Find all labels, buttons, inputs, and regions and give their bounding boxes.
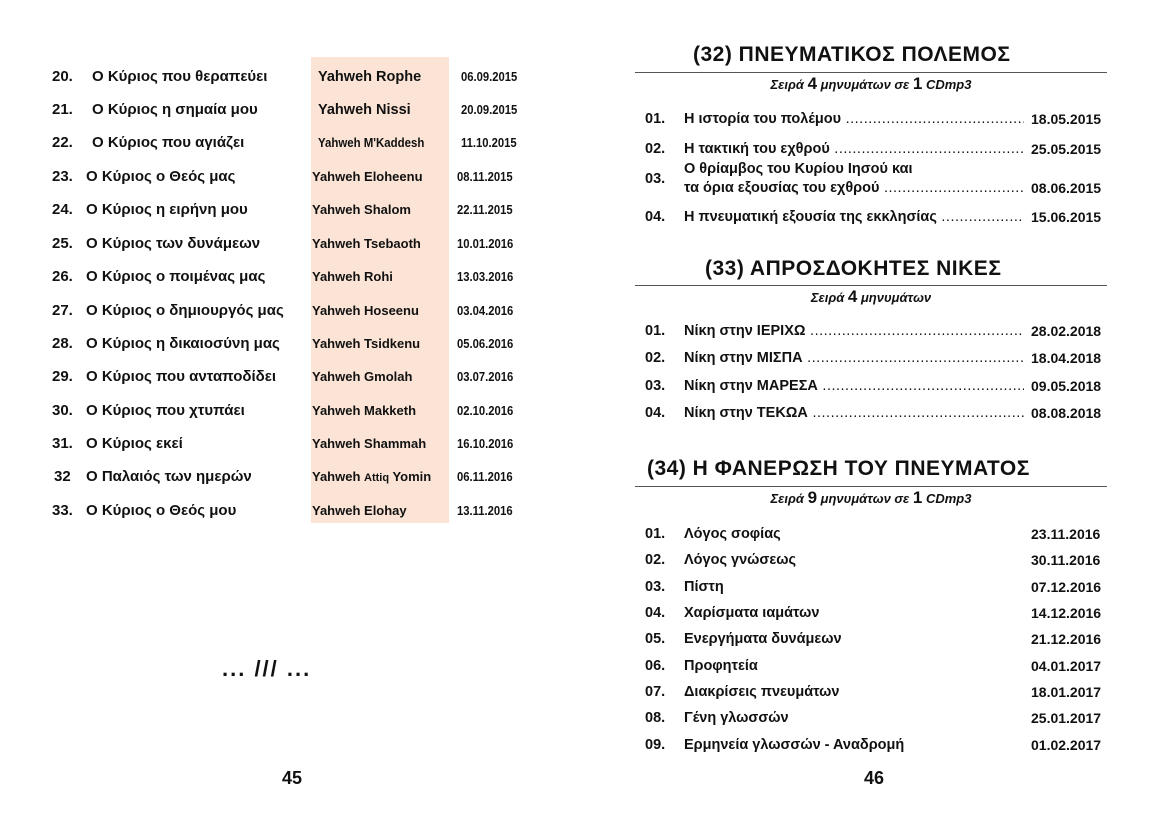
item-title: Ο Κύριος εκεί [86, 435, 183, 452]
item-title: Ο Κύριος η σημαία μου [92, 101, 258, 118]
item-number: 31. [52, 435, 73, 452]
item-hebrew-name: Yahweh Shalom [312, 202, 411, 217]
item-number: 29. [52, 368, 73, 385]
item-hebrew-name: Yahweh Rophe [318, 69, 422, 85]
left-page [0, 0, 584, 826]
item-hebrew-name: Yahweh Eloheenu [312, 169, 423, 184]
section-title: (34) Η ΦΑΝΕΡΩΣΗ ΤΟΥ ΠΝΕΥΜΑΤΟΣ [647, 457, 1030, 480]
item-number: 26. [52, 268, 73, 285]
item-number: 25. [52, 235, 73, 252]
item-hebrew-name: Yahweh M'Kaddesh [318, 135, 425, 150]
item-number: 06. [645, 658, 666, 674]
item-date: 15.06.2015 [1031, 209, 1102, 225]
item-number: 04. [645, 209, 666, 225]
list-item [645, 206, 1107, 228]
list-item [0, 299, 584, 323]
item-date: 03.07.2016 [457, 370, 514, 384]
item-hebrew-name: Yahweh Hoseenu [312, 303, 419, 318]
item-date: 16.10.2016 [457, 437, 514, 451]
list-item [645, 549, 1107, 571]
item-title: Προφητεία [684, 658, 758, 674]
item-date: 18.05.2015 [1031, 111, 1102, 127]
item-title: Ο Κύριος ο Θεός μας [86, 168, 236, 185]
list-item [645, 347, 1107, 369]
list-item [645, 402, 1107, 424]
item-date: 03.04.2016 [457, 304, 514, 318]
item-number: 02. [645, 552, 666, 568]
item-hebrew-name: Yahweh Gmolah [312, 369, 413, 384]
item-hebrew-name: Yahweh Tsidkenu [312, 336, 421, 351]
section-rule [635, 285, 1107, 286]
item-title: Ο Κύριος ο Θεός μου [86, 502, 237, 519]
list-item [645, 523, 1107, 545]
item-title: Ο Κύριος ο δημιουργός μας [86, 302, 284, 319]
item-date: 30.11.2016 [1031, 552, 1101, 568]
item-date: 18.04.2018 [1031, 350, 1102, 366]
section-subtitle: Σειρά 4 μηνυμάτων [810, 287, 932, 306]
list-item [645, 138, 1107, 160]
item-date: 20.09.2015 [461, 103, 518, 117]
item-title-line2: τα όρια εξουσίας του εχθρού ..... [684, 178, 1024, 198]
item-hebrew-name: Yahweh Attiq Yomin [312, 469, 432, 484]
item-date: 06.09.2015 [461, 70, 518, 84]
item-title: Ο Παλαιός των ημερών [86, 468, 252, 485]
item-title: Νίκη στην ΜΑΡΕΣΑ ..... [684, 375, 1024, 397]
item-hebrew-name: Yahweh Rohi [312, 269, 393, 284]
section-title: (32) ΠΝΕΥΜΑΤΙΚΟΣ ΠΟΛΕΜΟΣ [693, 43, 1011, 66]
item-date: 08.11.2015 [457, 170, 513, 184]
page-number: 46 [864, 768, 885, 788]
item-title: Γένη γλωσσών [684, 710, 789, 726]
item-title: Ερμηνεία γλωσσών - Αναδρομή [684, 737, 905, 753]
item-date: 25.05.2015 [1031, 141, 1102, 157]
item-title: Νίκη στην ΙΕΡΙΧΩ ..... [684, 320, 1024, 342]
item-number: 09. [645, 737, 666, 753]
list-item [645, 707, 1107, 729]
item-title: Διακρίσεις πνευμάτων [684, 684, 840, 700]
item-hebrew-name: Yahweh Tsebaoth [312, 236, 421, 251]
list-item [645, 628, 1107, 650]
item-title: Λόγος σοφίας [684, 526, 781, 542]
item-date: 01.02.2017 [1031, 737, 1102, 753]
item-number: 27. [52, 302, 73, 319]
list-item [0, 465, 584, 489]
list-item [0, 232, 584, 256]
list-item [645, 108, 1107, 130]
item-title: Χαρίσματα ιαμάτων [684, 605, 820, 621]
list-item [645, 159, 1107, 199]
item-title: Ο Κύριος ο ποιμένας μας [86, 268, 266, 285]
item-date: 21.12.2016 [1031, 631, 1102, 647]
item-title: Η πνευματική εξουσία της εκκλησίας ..... [684, 206, 1024, 228]
section-rule [635, 486, 1107, 487]
item-title: Ο Κύριος που θεραπεύει [92, 68, 268, 85]
list-item [0, 499, 584, 523]
item-title-line1: Ο θρίαμβος του Κυρίου Ιησού και [684, 161, 913, 177]
list-item [0, 265, 584, 289]
list-item [645, 375, 1107, 397]
item-date: 08.08.2018 [1031, 405, 1102, 421]
page-number: 45 [282, 768, 303, 788]
item-date: 11.10.2015 [461, 136, 517, 150]
item-number: 07. [645, 684, 666, 700]
item-number: 02. [645, 350, 666, 366]
item-number: 24. [52, 201, 73, 218]
item-date: 08.06.2015 [1031, 180, 1102, 196]
item-number: 28. [52, 335, 73, 352]
list-item [0, 365, 584, 389]
item-title: Λόγος γνώσεως [684, 552, 796, 568]
item-date: 23.11.2016 [1031, 526, 1101, 542]
item-date: 14.12.2016 [1031, 605, 1102, 621]
list-item [0, 399, 584, 423]
right-page [585, 0, 1169, 826]
item-title: Η τακτική του εχθρού ..... [684, 138, 1024, 160]
item-title: Νίκη στην ΤΕΚΩΑ ..... [684, 402, 1024, 424]
item-number: 30. [52, 402, 73, 419]
item-date: 10.01.2016 [457, 237, 514, 251]
list-item [0, 332, 584, 356]
item-number: 20. [52, 68, 73, 85]
item-date: 09.05.2018 [1031, 378, 1102, 394]
list-item [0, 165, 584, 189]
section-title: (33) ΑΠΡΟΣΔΟΚΗΤΕΣ ΝΙΚΕΣ [705, 257, 1002, 280]
item-title: Ο Κύριος των δυνάμεων [86, 235, 261, 252]
list-item [645, 320, 1107, 342]
item-number: 22. [52, 134, 73, 151]
end-mark: ... /// ... [222, 656, 312, 681]
list-item [0, 65, 584, 89]
item-number: 01. [645, 526, 666, 542]
item-number: 08. [645, 710, 666, 726]
item-title: Ο Κύριος που ανταποδίδει [86, 368, 277, 385]
item-number: 04. [645, 605, 666, 621]
item-title: Ενεργήματα δυνάμεων [684, 631, 842, 647]
list-item [645, 681, 1107, 703]
list-item [0, 432, 584, 456]
item-number: 01. [645, 323, 666, 339]
item-date: 13.11.2016 [457, 504, 513, 518]
list-item [645, 602, 1107, 624]
item-number: 04. [645, 405, 666, 421]
item-date: 02.10.2016 [457, 404, 514, 418]
item-number: 02. [645, 141, 666, 157]
item-title: Νίκη στην ΜΙΣΠΑ ..... [684, 347, 1024, 369]
list-item [645, 655, 1107, 677]
item-number: 03. [645, 378, 666, 394]
item-date: 13.03.2016 [457, 270, 514, 284]
list-item [0, 98, 584, 122]
list-item [0, 198, 584, 222]
item-number: 03. [645, 171, 666, 187]
item-date: 06.11.2016 [457, 470, 513, 484]
item-title: Πίστη [684, 579, 724, 595]
item-number: 05. [645, 631, 666, 647]
item-date: 07.12.2016 [1031, 579, 1102, 595]
item-hebrew-name: Yahweh Makketh [312, 403, 417, 418]
item-title: Ο Κύριος η δικαιοσύνη μας [86, 335, 280, 352]
section-rule [635, 72, 1107, 73]
item-title: Η ιστορία του πολέμου ..... [684, 108, 1024, 130]
item-title: Ο Κύριος που χτυπάει [86, 402, 245, 419]
item-date: 04.01.2017 [1031, 658, 1102, 674]
list-item [645, 734, 1107, 756]
item-number: 23. [52, 168, 73, 185]
list-item [645, 576, 1107, 598]
item-date: 25.01.2017 [1031, 710, 1102, 726]
item-number: 03. [645, 579, 666, 595]
item-number: 33. [52, 502, 73, 519]
item-number: 32 [54, 468, 71, 485]
item-date: 18.01.2017 [1031, 684, 1102, 700]
item-hebrew-name: Yahweh Shammah [312, 436, 427, 451]
item-date: 22.11.2015 [457, 203, 513, 217]
section-subtitle: Σειρά 9 μηνυμάτων σε 1 CDmp3 [770, 488, 972, 507]
list-item [0, 131, 584, 155]
item-title: Ο Κύριος η ειρήνη μου [86, 201, 248, 218]
item-hebrew-name: Yahweh Elohay [312, 503, 407, 518]
item-date: 28.02.2018 [1031, 323, 1102, 339]
item-title: Ο Κύριος που αγιάζει [92, 134, 245, 151]
section-subtitle: Σειρά 4 μηνυμάτων σε 1 CDmp3 [770, 74, 972, 93]
item-hebrew-name: Yahweh Nissi [318, 102, 411, 118]
item-number: 21. [52, 101, 73, 118]
item-date: 05.06.2016 [457, 337, 514, 351]
item-number: 01. [645, 111, 666, 127]
